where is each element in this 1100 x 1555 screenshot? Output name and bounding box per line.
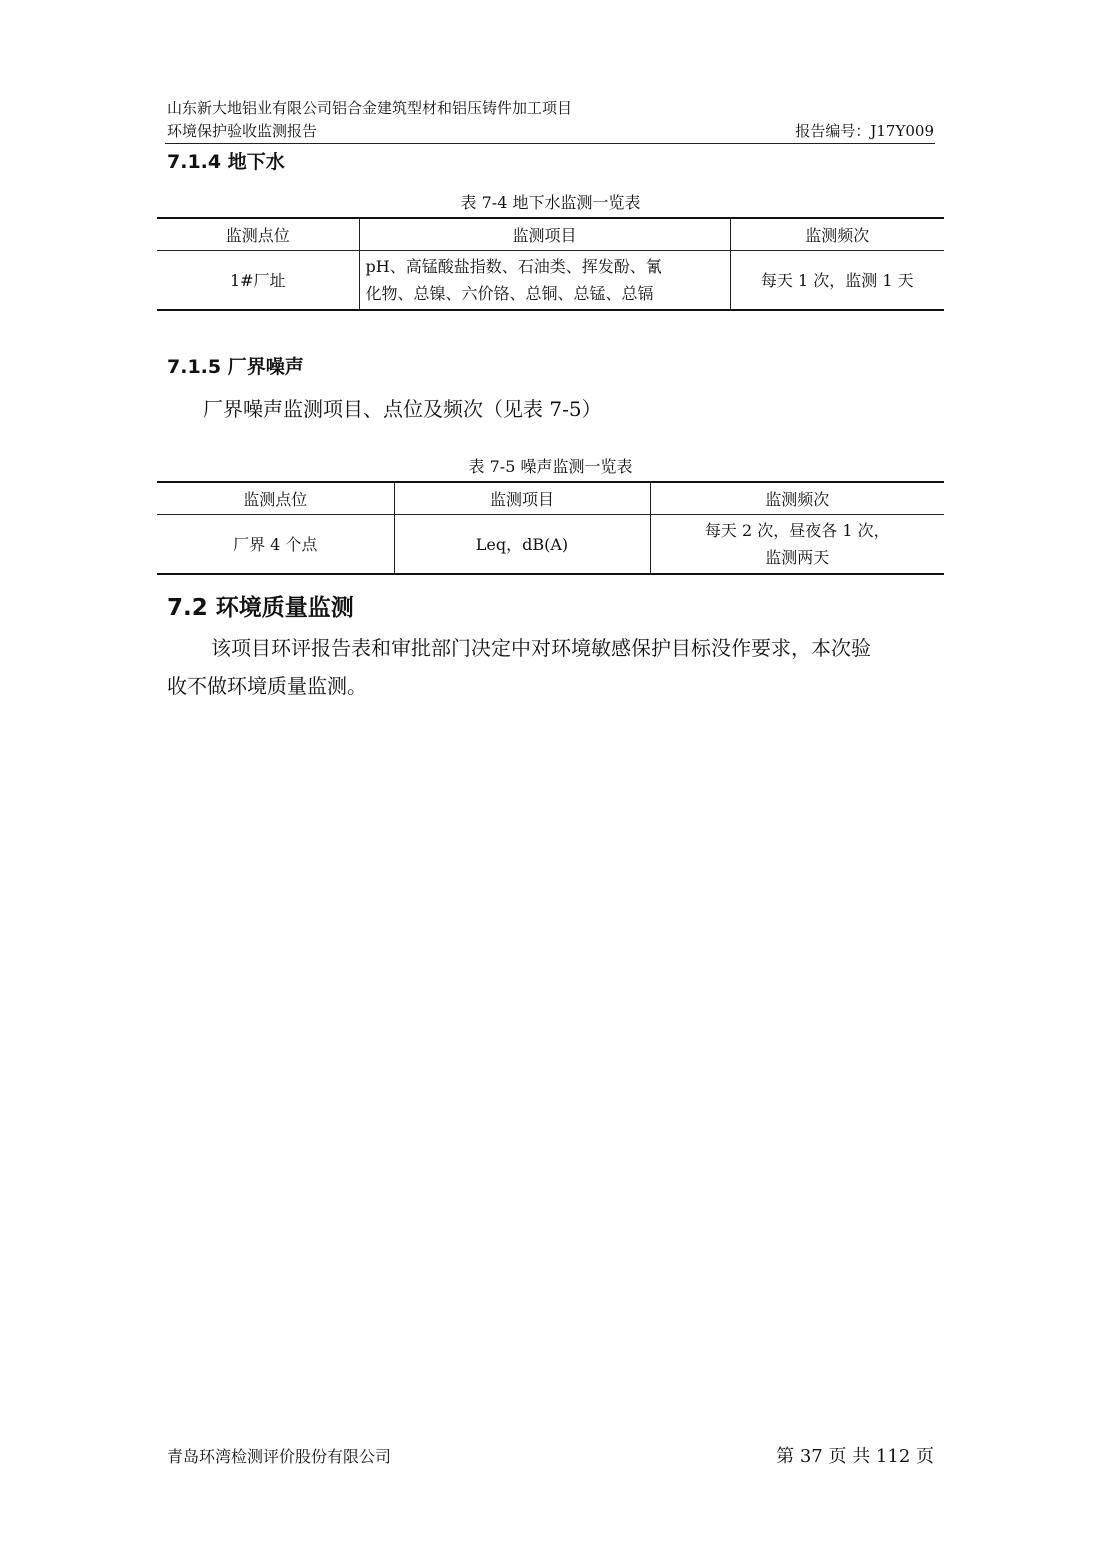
table-7-4 bbox=[157, 217, 944, 311]
table-7-4-caption: 表 7-4 地下水监测一览表 bbox=[460, 193, 641, 212]
header-project-title: 山东新大地铝业有限公司铝合金建筑型材和铝压铸件加工项目 bbox=[167, 99, 573, 117]
header-report-title: 环境保护验收监测报告 bbox=[167, 122, 318, 140]
section-7-2-body bbox=[167, 629, 937, 705]
cell-items-line1: pH、高锰酸盐指数、石油类、挥发酚、氰 bbox=[365, 256, 662, 276]
col-header-frequency: 监测频次 bbox=[650, 482, 944, 514]
col-header-point: 监测点位 bbox=[157, 218, 359, 250]
col-header-items: 监测项目 bbox=[359, 218, 730, 250]
cell-point: 1#厂址 bbox=[157, 250, 359, 310]
cell-frequency-line2: 监测两天 bbox=[765, 547, 830, 567]
col-header-items: 监测项目 bbox=[394, 482, 650, 514]
footer-company: 青岛环湾检测评价股份有限公司 bbox=[167, 1447, 392, 1466]
body-line-2: 收不做环境质量监测。 bbox=[167, 674, 367, 698]
table-7-5 bbox=[157, 481, 944, 575]
cell-frequency-line1: 每天 2 次，昼夜各 1 次， bbox=[704, 520, 890, 540]
table-header-row bbox=[157, 218, 944, 250]
table-header-row bbox=[157, 482, 944, 514]
cell-items bbox=[359, 250, 730, 310]
cell-items-line2: 化物、总镍、六价铬、总铜、总锰、总镉 bbox=[365, 283, 654, 303]
header-second-line bbox=[167, 120, 934, 142]
table-row bbox=[157, 250, 944, 310]
header-report-number: 报告编号：J17Y009 bbox=[795, 122, 934, 140]
cell-items: Leq，dB(A) bbox=[394, 514, 650, 574]
body-line-1: 该项目环评报告表和审批部门决定中对环境敏感保护目标没作要求，本次验 bbox=[211, 636, 871, 660]
cell-frequency: 每天 1 次，监测 1 天 bbox=[730, 250, 944, 310]
cell-point: 厂界 4 个点 bbox=[157, 514, 394, 574]
footer-page-number: 第 37 页 共 112 页 bbox=[776, 1446, 934, 1467]
section-7-2-heading: 7.2 环境质量监测 bbox=[167, 595, 354, 621]
header-divider bbox=[165, 143, 935, 144]
section-7-1-5-heading: 7.1.5 厂界噪声 bbox=[167, 356, 304, 378]
section-7-1-4-heading: 7.1.4 地下水 bbox=[167, 151, 285, 173]
table-7-5-caption: 表 7-5 噪声监测一览表 bbox=[468, 457, 633, 476]
table-row bbox=[157, 514, 944, 574]
cell-frequency bbox=[650, 514, 944, 574]
section-7-1-5-intro: 厂界噪声监测项目、点位及频次（见表 7-5） bbox=[203, 397, 602, 421]
col-header-frequency: 监测频次 bbox=[730, 218, 944, 250]
col-header-point: 监测点位 bbox=[157, 482, 394, 514]
